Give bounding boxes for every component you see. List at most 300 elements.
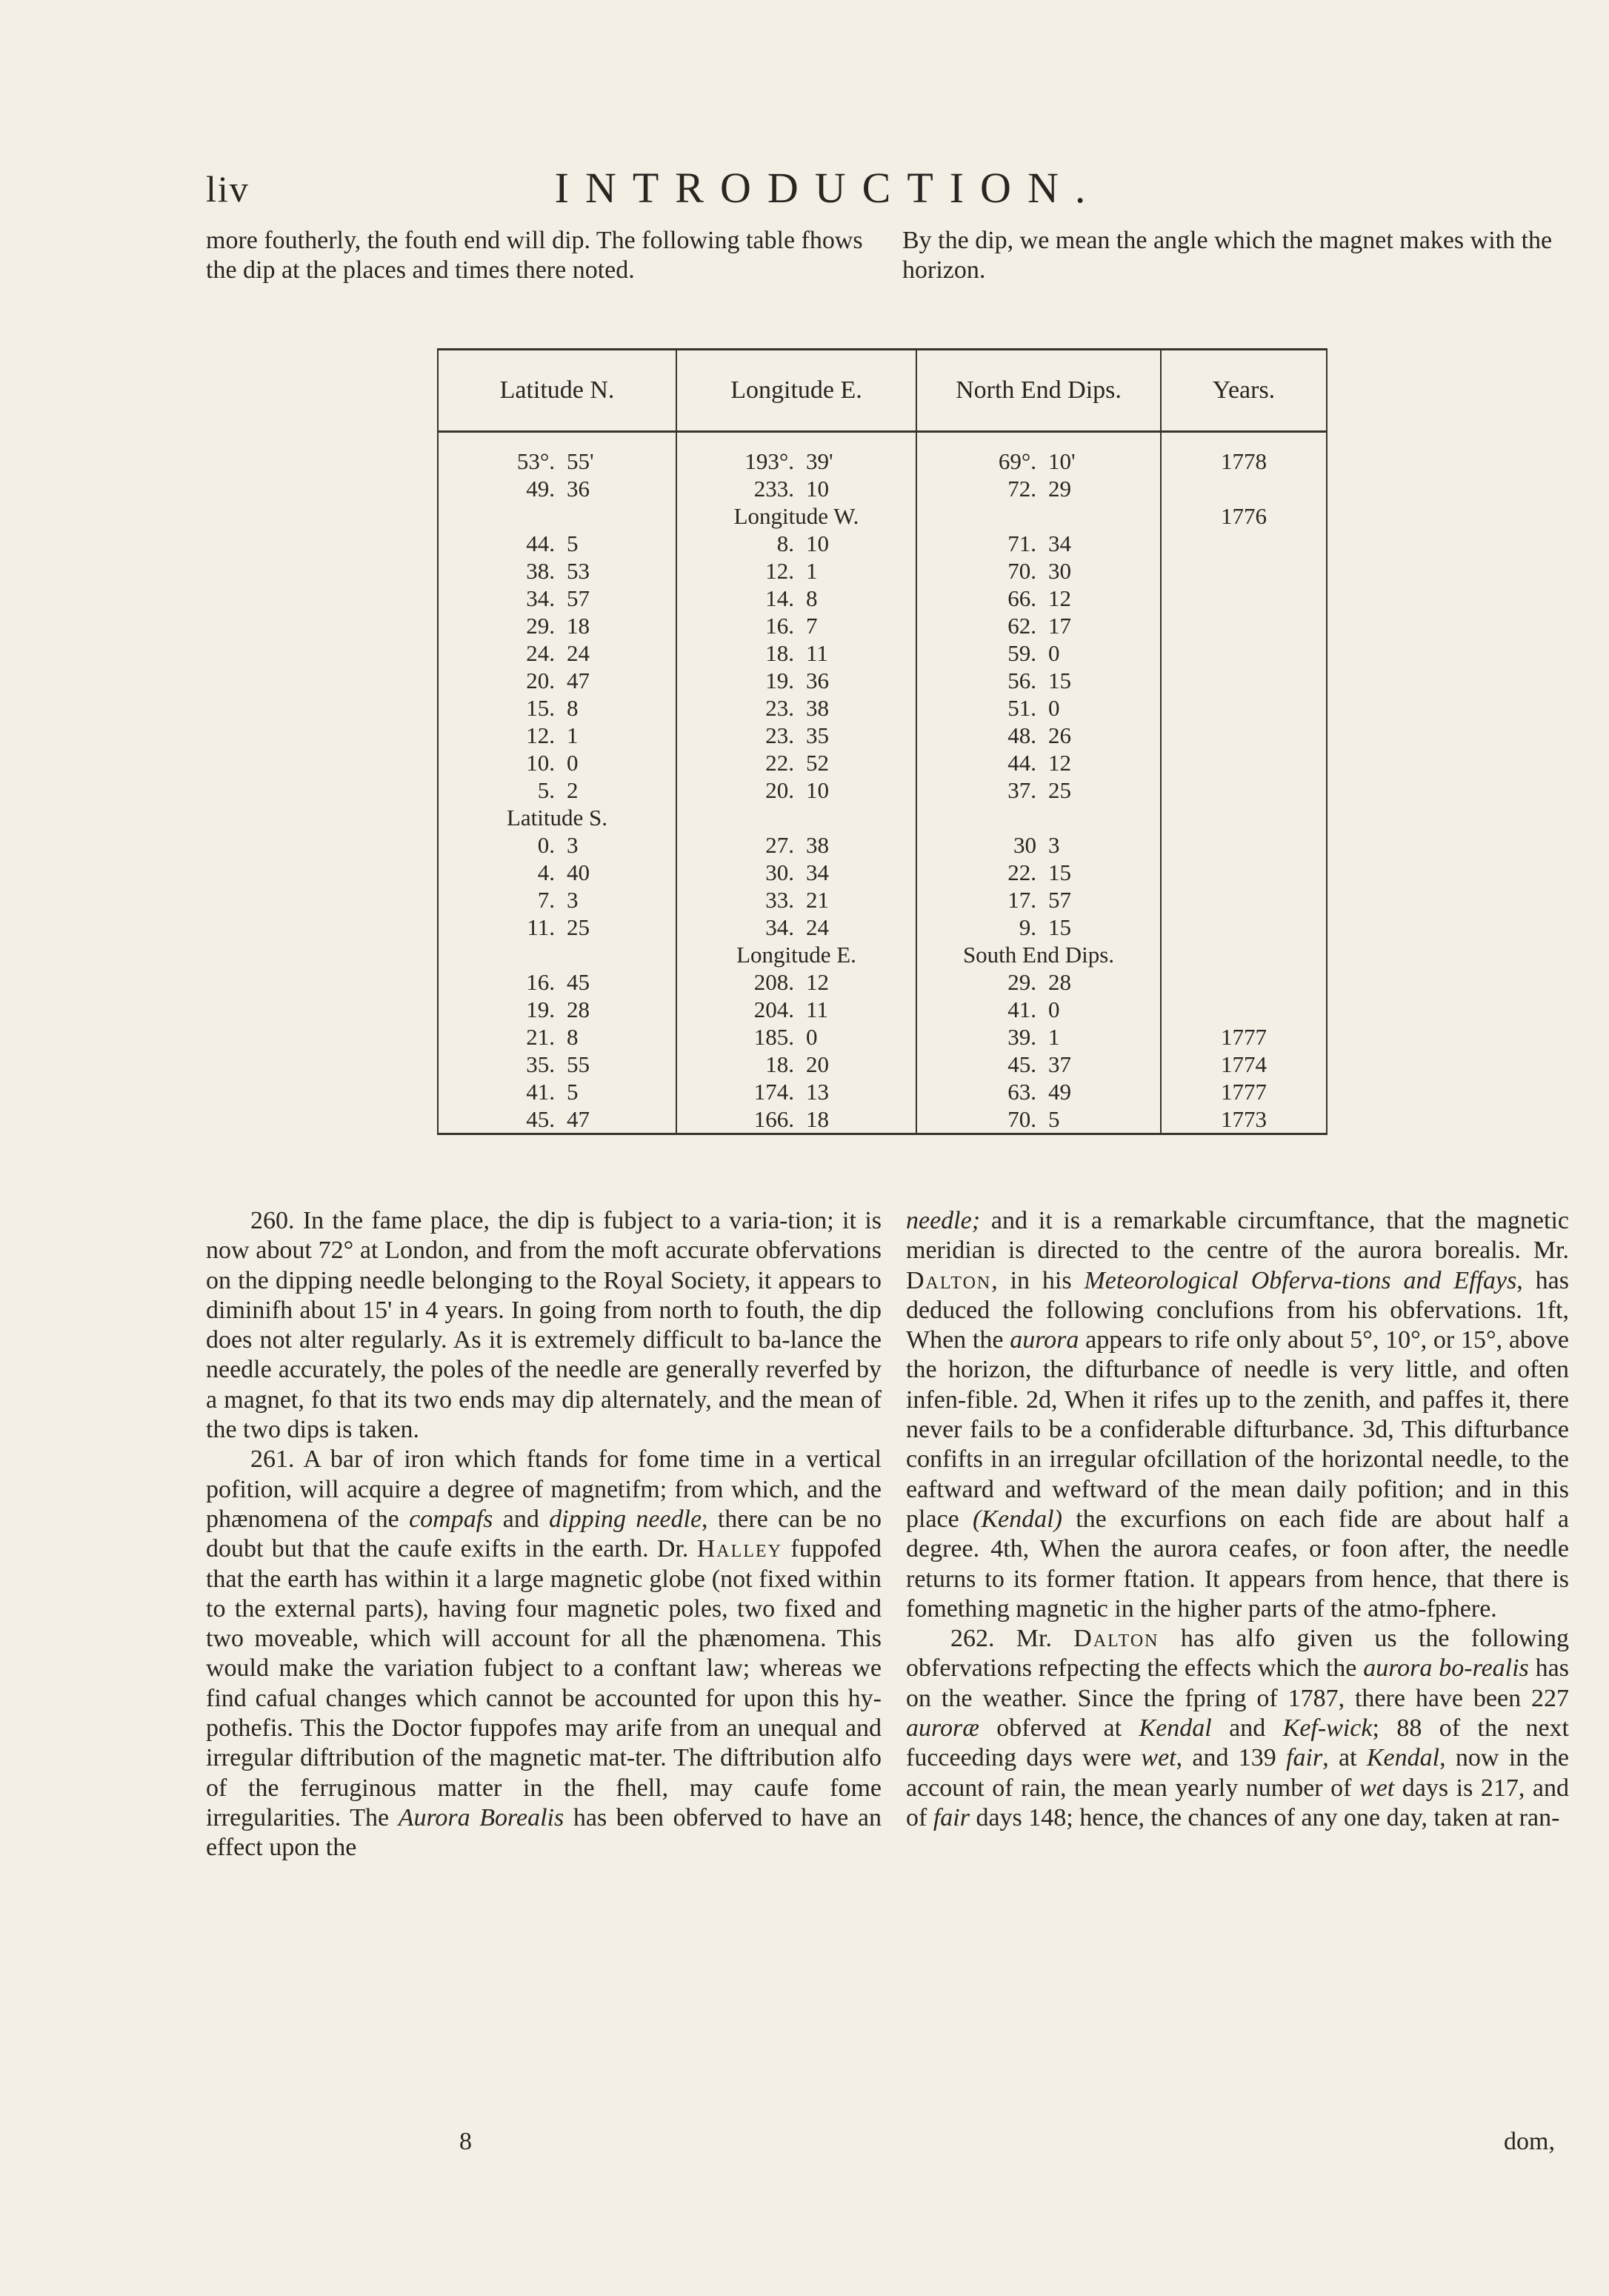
degrees-value: 45. bbox=[1007, 1051, 1036, 1077]
table-row bbox=[438, 1105, 1327, 1134]
degree-minute-pair bbox=[488, 475, 626, 502]
minutes-value: 2 bbox=[567, 777, 579, 803]
degree-minute-pair bbox=[727, 776, 865, 804]
dip-cell bbox=[916, 968, 1161, 996]
degrees-value: 24. bbox=[526, 640, 555, 666]
longitude-cell bbox=[676, 475, 916, 502]
degree-minute-pair bbox=[727, 530, 865, 557]
year-cell bbox=[1161, 776, 1327, 804]
degrees-value: 70. bbox=[1007, 1106, 1036, 1132]
minutes-value: 13 bbox=[806, 1079, 829, 1105]
degrees-value: 41. bbox=[526, 1079, 555, 1105]
table-row bbox=[438, 749, 1327, 776]
degree-minute-pair bbox=[488, 914, 626, 941]
minutes-value: 20 bbox=[806, 1051, 829, 1077]
year-cell: 1777 bbox=[1161, 1078, 1327, 1105]
minutes-value: 18 bbox=[567, 613, 590, 639]
longitude-cell bbox=[676, 749, 916, 776]
table-row bbox=[438, 502, 1327, 530]
latitude-cell bbox=[438, 475, 676, 502]
degrees-value: 71. bbox=[1007, 530, 1036, 556]
minutes-value: 15 bbox=[1048, 668, 1071, 693]
year-cell bbox=[1161, 914, 1327, 941]
longitude-cell bbox=[676, 432, 916, 476]
degrees-value: 41. bbox=[1007, 996, 1036, 1022]
year-cell bbox=[1161, 859, 1327, 886]
degree-minute-pair bbox=[970, 557, 1107, 585]
latitude-cell bbox=[438, 914, 676, 941]
dip-table-grid bbox=[437, 348, 1327, 1135]
degrees-value: 29. bbox=[526, 613, 555, 639]
italic-kendal: (Kendal) bbox=[973, 1505, 1062, 1533]
minutes-value: 11 bbox=[806, 640, 828, 666]
degree-minute-pair bbox=[488, 722, 626, 749]
longitude-cell bbox=[676, 886, 916, 914]
degree-minute-pair bbox=[727, 1051, 865, 1078]
degree-minute-pair bbox=[488, 585, 626, 612]
dip-cell bbox=[916, 831, 1161, 859]
latitude-cell bbox=[438, 996, 676, 1023]
year-cell: 1774 bbox=[1161, 1051, 1327, 1078]
paragraph-262 bbox=[906, 1624, 1569, 1833]
degrees-value: 63. bbox=[1007, 1079, 1036, 1105]
minutes-value: 0 bbox=[1048, 695, 1060, 721]
degrees-value: 30 bbox=[1013, 832, 1036, 858]
degree-minute-pair bbox=[970, 1078, 1107, 1105]
degrees-value: 19. bbox=[526, 996, 555, 1022]
dip-cell bbox=[916, 667, 1161, 694]
degree-minute-pair bbox=[970, 886, 1107, 914]
dip-cell bbox=[916, 1078, 1161, 1105]
latitude-cell bbox=[438, 968, 676, 996]
latitude-cell bbox=[438, 612, 676, 639]
minutes-value: 38 bbox=[806, 832, 829, 858]
dip-cell bbox=[916, 804, 1161, 831]
text-run: , and 139 bbox=[1176, 1744, 1287, 1772]
dip-cell bbox=[916, 859, 1161, 886]
text-run: , has deduced the following conclufions from his obfervations. 1ft, When the bbox=[906, 1266, 1569, 1354]
minutes-value: 49 bbox=[1048, 1079, 1071, 1105]
degrees-value: 8. bbox=[776, 530, 794, 556]
italic-meteorological: Meteorological Obferva-tions and Effays bbox=[1084, 1266, 1517, 1294]
degree-minute-pair bbox=[727, 831, 865, 859]
latitude-cell bbox=[438, 432, 676, 476]
table-row bbox=[438, 996, 1327, 1023]
name-dalton: Dalton bbox=[1073, 1625, 1159, 1653]
degrees-value: 193°. bbox=[744, 448, 794, 474]
degree-minute-pair bbox=[970, 749, 1107, 776]
italic-aurora-borealis: aurora bo-realis bbox=[1363, 1654, 1529, 1683]
degree-minute-pair bbox=[727, 667, 865, 694]
minutes-value: 8 bbox=[567, 1024, 579, 1050]
table-row bbox=[438, 941, 1327, 968]
subheading: Latitude S. bbox=[506, 805, 608, 831]
degrees-value: 16. bbox=[526, 969, 555, 995]
degrees-value: 23. bbox=[765, 722, 794, 748]
degree-minute-pair bbox=[727, 475, 865, 502]
degrees-value: 174. bbox=[753, 1079, 794, 1105]
minutes-value: 25 bbox=[1048, 777, 1071, 803]
degrees-value: 34. bbox=[526, 585, 555, 611]
minutes-value: 24 bbox=[806, 914, 829, 940]
latitude-cell bbox=[438, 831, 676, 859]
minutes-value: 38 bbox=[806, 695, 829, 721]
longitude-cell bbox=[676, 1078, 916, 1105]
latitude-cell bbox=[438, 530, 676, 557]
degrees-value: 72. bbox=[1007, 476, 1036, 502]
minutes-value: 15 bbox=[1048, 914, 1071, 940]
degrees-value: 48. bbox=[1007, 722, 1036, 748]
degree-minute-pair bbox=[488, 749, 626, 776]
degree-minute-pair bbox=[488, 667, 626, 694]
dip-cell bbox=[916, 1023, 1161, 1051]
degrees-value: 45. bbox=[526, 1106, 555, 1132]
dip-cell bbox=[916, 914, 1161, 941]
degree-minute-pair bbox=[727, 886, 865, 914]
year-cell bbox=[1161, 557, 1327, 585]
table-row bbox=[438, 1051, 1327, 1078]
minutes-value: 47 bbox=[567, 1106, 590, 1132]
degree-minute-pair bbox=[488, 1023, 626, 1051]
dip-cell bbox=[916, 1105, 1161, 1134]
minutes-value: 47 bbox=[567, 668, 590, 693]
minutes-value: 25 bbox=[567, 914, 590, 940]
year-cell bbox=[1161, 530, 1327, 557]
year-cell bbox=[1161, 996, 1327, 1023]
minutes-value: 36 bbox=[567, 476, 590, 502]
minutes-value: 57 bbox=[567, 585, 590, 611]
degree-minute-pair bbox=[727, 694, 865, 722]
dip-cell bbox=[916, 749, 1161, 776]
italic-wet: wet bbox=[1359, 1774, 1395, 1802]
year-cell: 1777 bbox=[1161, 1023, 1327, 1051]
degrees-value: 7. bbox=[537, 887, 555, 913]
degree-minute-pair bbox=[488, 968, 626, 996]
table-row bbox=[438, 612, 1327, 639]
text-run: has alfo given us the following obfervations refpecting the effects which the bbox=[906, 1625, 1569, 1683]
longitude-cell bbox=[676, 804, 916, 831]
minutes-value: 55' bbox=[567, 448, 594, 474]
dip-cell bbox=[916, 475, 1161, 502]
minutes-value: 1 bbox=[806, 558, 818, 584]
table-row bbox=[438, 831, 1327, 859]
minutes-value: 45 bbox=[567, 969, 590, 995]
minutes-value: 35 bbox=[806, 722, 829, 748]
dip-cell bbox=[916, 612, 1161, 639]
degrees-value: 11. bbox=[527, 914, 555, 940]
longitude-cell bbox=[676, 530, 916, 557]
degree-minute-pair bbox=[970, 667, 1107, 694]
longitude-cell bbox=[676, 639, 916, 667]
intro-right: By the dip, we mean the angle which the magnet makes with the horizon. bbox=[902, 227, 1553, 284]
degrees-value: 38. bbox=[526, 558, 555, 584]
minutes-value: 55 bbox=[567, 1051, 590, 1077]
degrees-value: 18. bbox=[765, 640, 794, 666]
degrees-value: 16. bbox=[765, 613, 794, 639]
degree-minute-pair bbox=[488, 557, 626, 585]
dip-cell bbox=[916, 886, 1161, 914]
degrees-value: 33. bbox=[765, 887, 794, 913]
degree-minute-pair bbox=[727, 968, 865, 996]
text-run: , now in the account of rain, the mean yearly number of bbox=[906, 1744, 1570, 1802]
minutes-value: 28 bbox=[567, 996, 590, 1022]
degrees-value: 19. bbox=[765, 668, 794, 693]
header-north-dips: North End Dips. bbox=[916, 350, 1161, 432]
name-halley: Halley bbox=[696, 1535, 782, 1563]
dip-cell bbox=[916, 585, 1161, 612]
minutes-value: 18 bbox=[806, 1106, 829, 1132]
text-run: , at bbox=[1322, 1744, 1367, 1772]
longitude-cell bbox=[676, 585, 916, 612]
longitude-cell bbox=[676, 941, 916, 968]
degree-minute-pair bbox=[488, 1051, 626, 1078]
header-longitude: Longitude E. bbox=[676, 350, 916, 432]
degrees-value: 18. bbox=[765, 1051, 794, 1077]
degrees-value: 39. bbox=[1007, 1024, 1036, 1050]
degrees-value: 0. bbox=[537, 832, 555, 858]
table-row bbox=[438, 914, 1327, 941]
year-cell bbox=[1161, 722, 1327, 749]
minutes-value: 12 bbox=[1048, 585, 1071, 611]
degree-minute-pair bbox=[488, 694, 626, 722]
latitude-cell bbox=[438, 1078, 676, 1105]
longitude-cell bbox=[676, 667, 916, 694]
degree-minute-pair bbox=[488, 1105, 626, 1133]
longitude-cell bbox=[676, 557, 916, 585]
latitude-cell bbox=[438, 1105, 676, 1134]
minutes-value: 12 bbox=[1048, 750, 1071, 776]
degree-minute-pair bbox=[970, 447, 1107, 475]
degrees-value: 21. bbox=[526, 1024, 555, 1050]
degree-minute-pair bbox=[488, 776, 626, 804]
degree-minute-pair bbox=[727, 1078, 865, 1105]
table-row bbox=[438, 1023, 1327, 1051]
dip-cell bbox=[916, 502, 1161, 530]
paragraph-261-cont bbox=[906, 1206, 1569, 1624]
italic-keswick: Kef-wick bbox=[1282, 1714, 1373, 1743]
degree-minute-pair bbox=[727, 749, 865, 776]
minutes-value: 3 bbox=[567, 832, 579, 858]
minutes-value: 36 bbox=[806, 668, 829, 693]
degree-minute-pair bbox=[970, 968, 1107, 996]
table-row bbox=[438, 475, 1327, 502]
degree-minute-pair bbox=[488, 831, 626, 859]
table-header-row bbox=[438, 350, 1327, 432]
running-title: INTRODUCTION. bbox=[554, 164, 1102, 212]
italic-aurorae: auroræ bbox=[906, 1714, 979, 1743]
degree-minute-pair bbox=[970, 776, 1107, 804]
latitude-cell bbox=[438, 557, 676, 585]
paragraph-261 bbox=[206, 1445, 882, 1863]
minutes-value: 24 bbox=[567, 640, 590, 666]
degree-minute-pair bbox=[970, 1023, 1107, 1051]
degree-minute-pair bbox=[970, 1051, 1107, 1078]
degree-minute-pair bbox=[488, 886, 626, 914]
italic-kendal: Kendal bbox=[1139, 1714, 1212, 1743]
text-run: has on the weather. Since the fpring of 1787, there have been 227 bbox=[906, 1654, 1569, 1712]
latitude-cell bbox=[438, 749, 676, 776]
text-run: ; 88 of the next fucceeding days were bbox=[906, 1714, 1569, 1772]
longitude-cell bbox=[676, 914, 916, 941]
degrees-value: 208. bbox=[753, 969, 794, 995]
italic-aurora: aurora bbox=[1010, 1326, 1079, 1354]
latitude-cell bbox=[438, 694, 676, 722]
degree-minute-pair bbox=[727, 859, 865, 886]
longitude-cell bbox=[676, 502, 916, 530]
year-cell bbox=[1161, 831, 1327, 859]
minutes-value: 15 bbox=[1048, 859, 1071, 885]
minutes-value: 34 bbox=[1048, 530, 1071, 556]
year-cell bbox=[1161, 886, 1327, 914]
year-cell bbox=[1161, 749, 1327, 776]
longitude-cell bbox=[676, 859, 916, 886]
latitude-cell bbox=[438, 667, 676, 694]
minutes-value: 40 bbox=[567, 859, 590, 885]
degrees-value: 23. bbox=[765, 695, 794, 721]
latitude-cell bbox=[438, 804, 676, 831]
minutes-value: 1 bbox=[1048, 1024, 1060, 1050]
longitude-cell bbox=[676, 1105, 916, 1134]
minutes-value: 10 bbox=[806, 777, 829, 803]
header-years: Years. bbox=[1161, 350, 1327, 432]
degree-minute-pair bbox=[727, 722, 865, 749]
degrees-value: 49. bbox=[526, 476, 555, 502]
italic-dipping-needle: dipping needle bbox=[549, 1505, 702, 1533]
dip-cell bbox=[916, 941, 1161, 968]
text-run: and bbox=[493, 1505, 550, 1533]
longitude-cell bbox=[676, 968, 916, 996]
degrees-value: 44. bbox=[526, 530, 555, 556]
table-row bbox=[438, 557, 1327, 585]
italic-needle: needle; bbox=[906, 1207, 981, 1234]
minutes-value: 28 bbox=[1048, 969, 1071, 995]
text-run: the excurfions on each fide are about half a degree. 4th, When the aurora ceafes, or foon after, the needle returns to its former ftation. It appears from hence, that there is fomething magnetic in the higher parts of the atmo-fphere. bbox=[906, 1505, 1569, 1623]
minutes-value: 10' bbox=[1048, 448, 1076, 474]
minutes-value: 10 bbox=[806, 530, 829, 556]
degrees-value: 17. bbox=[1007, 887, 1036, 913]
minutes-value: 37 bbox=[1048, 1051, 1071, 1077]
degree-minute-pair bbox=[970, 639, 1107, 667]
degrees-value: 10. bbox=[526, 750, 555, 776]
degrees-value: 14. bbox=[765, 585, 794, 611]
table-row bbox=[438, 722, 1327, 749]
degrees-value: 51. bbox=[1007, 695, 1036, 721]
degree-minute-pair bbox=[488, 530, 626, 557]
minutes-value: 7 bbox=[806, 613, 818, 639]
running-header bbox=[206, 163, 1450, 215]
dip-cell bbox=[916, 996, 1161, 1023]
text-run: obferved at bbox=[979, 1714, 1139, 1743]
latitude-cell bbox=[438, 1023, 676, 1051]
latitude-cell bbox=[438, 886, 676, 914]
table-row bbox=[438, 530, 1327, 557]
table-row bbox=[438, 639, 1327, 667]
degrees-value: 166. bbox=[753, 1106, 794, 1132]
degree-minute-pair bbox=[488, 639, 626, 667]
degree-minute-pair bbox=[970, 1105, 1107, 1133]
degrees-value: 5. bbox=[537, 777, 555, 803]
latitude-cell bbox=[438, 585, 676, 612]
dip-cell bbox=[916, 1051, 1161, 1078]
year-cell: 1778 bbox=[1161, 432, 1327, 476]
degrees-value: 30. bbox=[765, 859, 794, 885]
year-cell bbox=[1161, 941, 1327, 968]
degrees-value: 27. bbox=[765, 832, 794, 858]
table-row bbox=[438, 585, 1327, 612]
text-run: 261. A bar of iron which ftands for fome time in a vertical pofition, will acquire a degree of magnetifm; from which, and the phænomena of the bbox=[206, 1445, 882, 1533]
latitude-cell bbox=[438, 941, 676, 968]
degrees-value: 34. bbox=[765, 914, 794, 940]
degrees-value: 53°. bbox=[516, 448, 555, 474]
degree-minute-pair bbox=[727, 557, 865, 585]
dip-cell bbox=[916, 694, 1161, 722]
degrees-value: 12. bbox=[526, 722, 555, 748]
italic-kendal: Kendal bbox=[1366, 1744, 1440, 1772]
degree-minute-pair bbox=[727, 585, 865, 612]
table-row bbox=[438, 804, 1327, 831]
degrees-value: 56. bbox=[1007, 668, 1036, 693]
text-run: appears to rife only about 5°, 10°, or 15°, above the horizon, the difturbance of needle is very little, and often infen-fible. 2d, When it rifes up to the zenith, and paffes it, there never fails to be a confiderable difturbance. 3d, This difturbance confifts in an irregular ofcillation of the horizontal needle, to the eaftward and weftward of the mean daily pofition; and in this place bbox=[906, 1326, 1570, 1533]
table-row bbox=[438, 968, 1327, 996]
subheading: Longitude E. bbox=[736, 942, 856, 968]
degree-minute-pair bbox=[970, 612, 1107, 639]
degree-minute-pair bbox=[727, 612, 865, 639]
text-run: days 148; hence, the chances of any one day, taken at ran- bbox=[969, 1803, 1560, 1831]
catchword: dom, bbox=[1504, 2128, 1555, 2155]
text-run: 262. Mr. bbox=[950, 1625, 1074, 1653]
table-body bbox=[438, 432, 1327, 1134]
longitude-cell bbox=[676, 1051, 916, 1078]
degree-minute-pair bbox=[970, 859, 1107, 886]
minutes-value: 11 bbox=[806, 996, 828, 1022]
degrees-value: 37. bbox=[1007, 777, 1036, 803]
minutes-value: 12 bbox=[806, 969, 829, 995]
degree-minute-pair bbox=[488, 447, 626, 475]
latitude-cell bbox=[438, 776, 676, 804]
degrees-value: 185. bbox=[753, 1024, 794, 1050]
minutes-value: 53 bbox=[567, 558, 590, 584]
degrees-value: 20. bbox=[526, 668, 555, 693]
degree-minute-pair bbox=[727, 914, 865, 941]
longitude-cell bbox=[676, 996, 916, 1023]
minutes-value: 52 bbox=[806, 750, 829, 776]
degrees-value: 204. bbox=[753, 996, 794, 1022]
year-cell: 1773 bbox=[1161, 1105, 1327, 1134]
degree-minute-pair bbox=[970, 694, 1107, 722]
degree-minute-pair bbox=[727, 447, 865, 475]
degrees-value: 20. bbox=[765, 777, 794, 803]
italic-wet: wet bbox=[1141, 1744, 1176, 1772]
minutes-value: 0 bbox=[1048, 996, 1060, 1022]
minutes-value: 5 bbox=[567, 1079, 579, 1105]
degrees-value: 22. bbox=[765, 750, 794, 776]
longitude-cell bbox=[676, 694, 916, 722]
minutes-value: 26 bbox=[1048, 722, 1071, 748]
table-row bbox=[438, 1078, 1327, 1105]
text-run: has been obferved to have an effect upon the bbox=[206, 1803, 882, 1862]
subheading: South End Dips. bbox=[962, 942, 1115, 968]
table-row bbox=[438, 859, 1327, 886]
longitude-cell bbox=[676, 831, 916, 859]
degree-minute-pair bbox=[970, 530, 1107, 557]
dip-cell bbox=[916, 776, 1161, 804]
degrees-value: 62. bbox=[1007, 613, 1036, 639]
degree-minute-pair bbox=[727, 639, 865, 667]
minutes-value: 5 bbox=[1048, 1106, 1060, 1132]
italic-fair: fair bbox=[933, 1803, 970, 1831]
text-run: and it is a remarkable circumftance, that the magnetic meridian is directed to the centre of the aurora borealis. Mr. bbox=[906, 1207, 1569, 1265]
year-cell bbox=[1161, 968, 1327, 996]
